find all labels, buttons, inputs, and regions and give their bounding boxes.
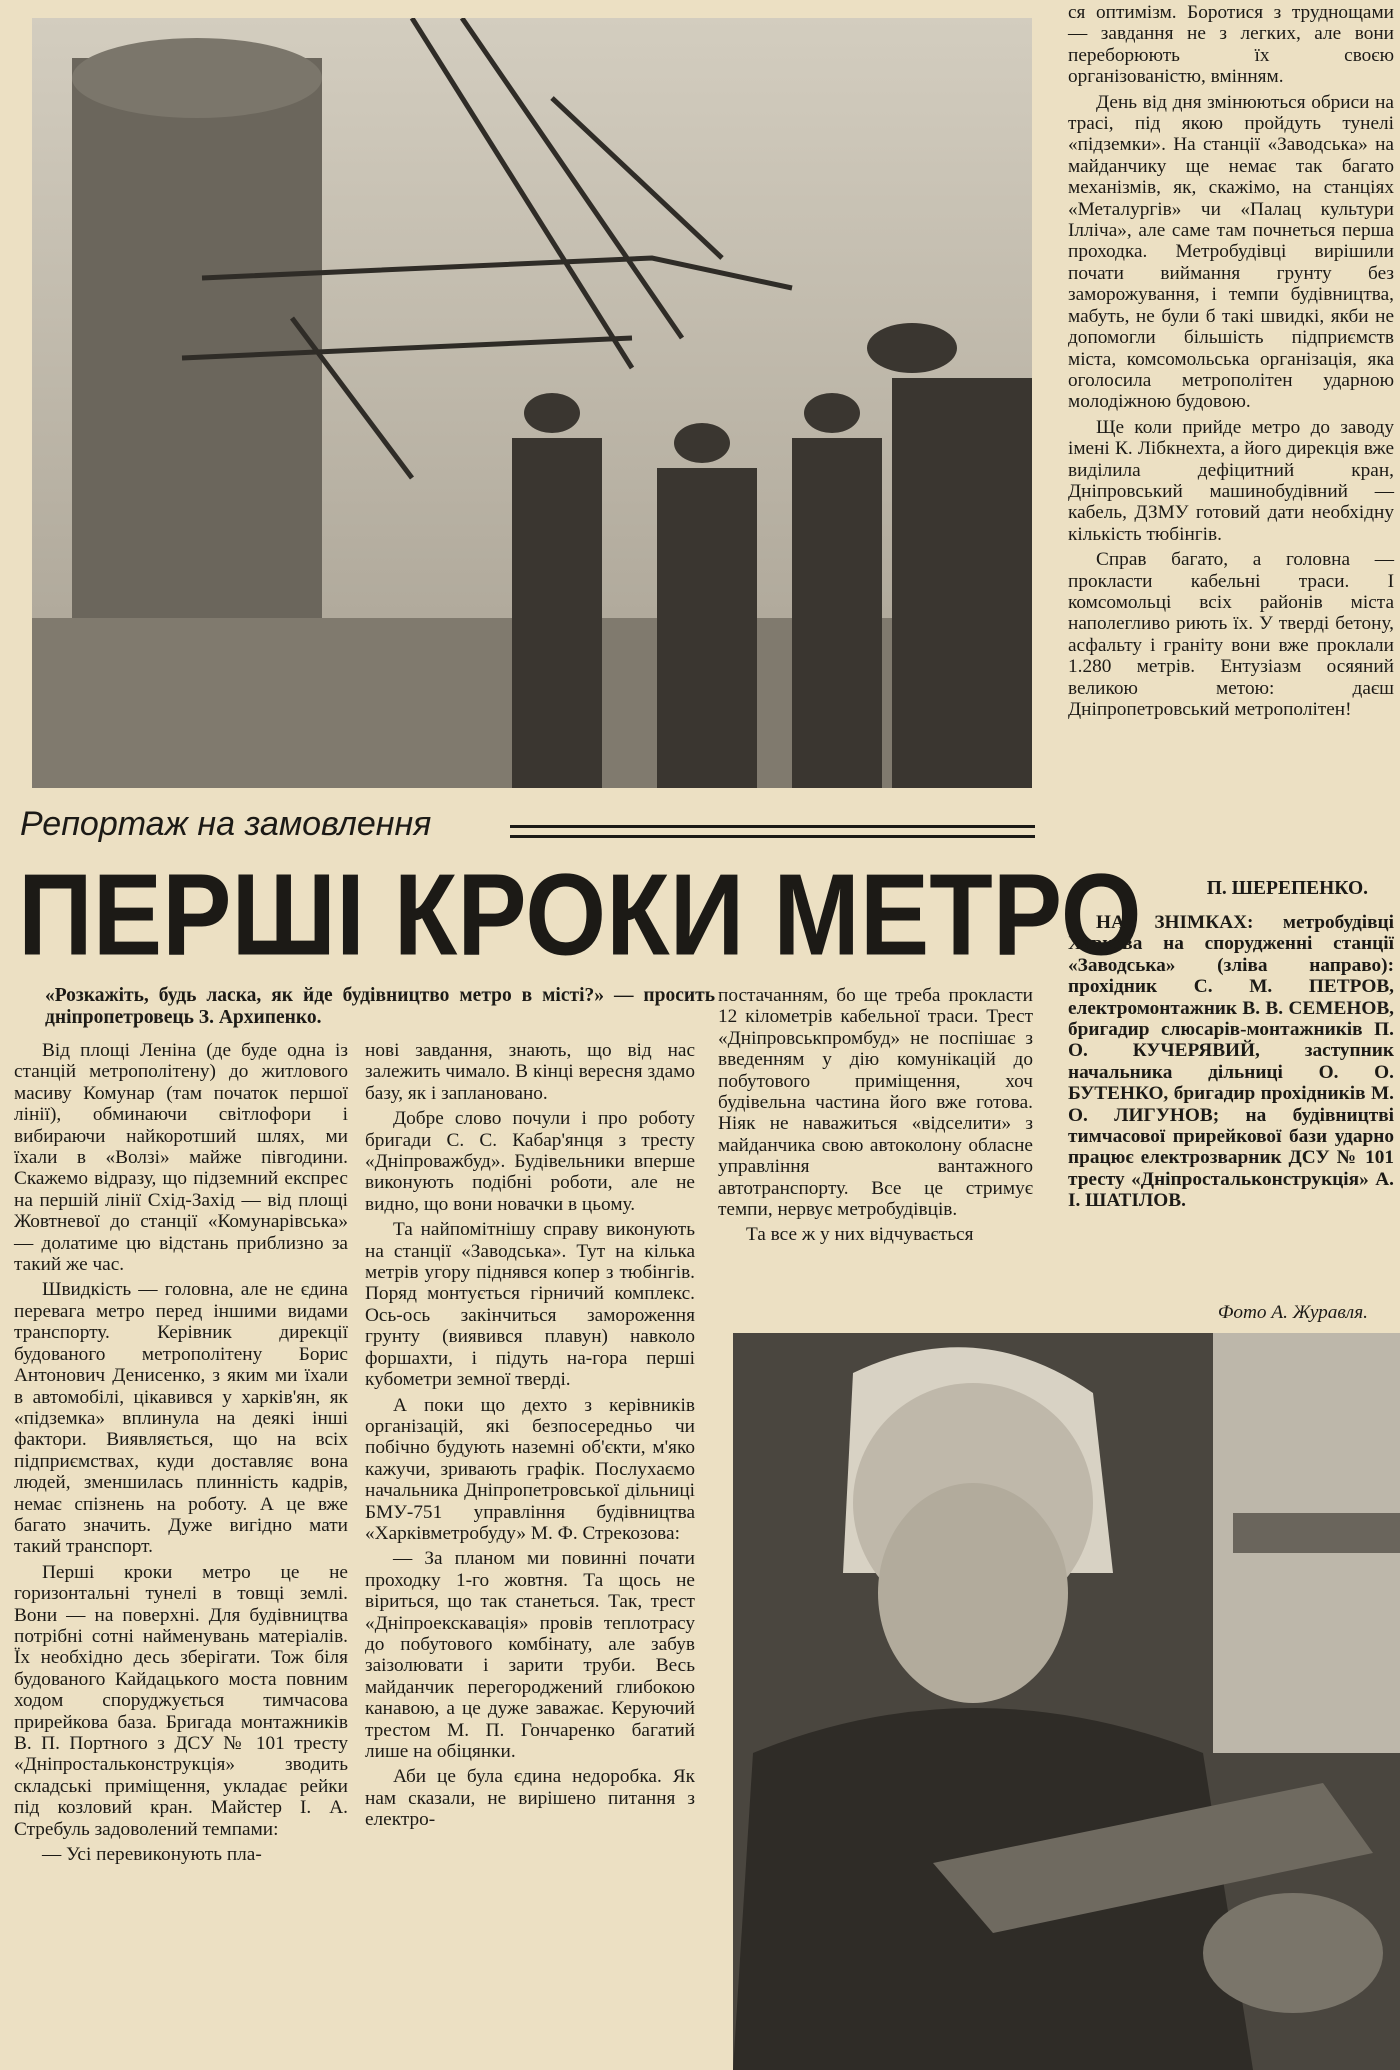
article-column-2 bbox=[365, 1040, 695, 1835]
lead-question: «Розкажіть, будь ласка, як йде будівництво метро в місті?» — просить дніпропетровець З. Архипенко. bbox=[45, 985, 715, 1028]
column-4-paragraph: Ще коли прийде метро до заводу імені К. Лібкнехта, а його дирекція вже виділила дефіцитний кран, Дніпровський машинобудівний — кабель, ДЗМУ готовий дати необхідну кількість тюбінгів. bbox=[1068, 416, 1394, 545]
photo-construction-site bbox=[32, 18, 1032, 788]
photo-construction-site-image bbox=[32, 18, 1032, 788]
article-column-3 bbox=[718, 985, 1033, 1250]
column-2-paragraph: Та найпомітнішу справу виконують на станції «Заводська». Тут на кілька метрів угору піднявся копер з тюбінгів. Поряд монтується гірничий комплекс. Ось-ось закінчиться замороження грунту (виявився плавун) навколо форшахти, і підуть на-гора перші кубометри земної тверді. bbox=[365, 1219, 695, 1391]
column-2-paragraph: Аби це була єдина недоробка. Як нам сказали, не вирішено питання з електро- bbox=[365, 1766, 695, 1831]
photo-caption: НА ЗНІМКАХ: метробудівці Харкова на спорудженні станції «Заводська» (зліва направо): прохідник С. М. ПЕТРОВ, електромонтажник В. В. СЕМЕНОВ, бригадир слюсарів-монтажників П. О. КУЧЕРЯВИЙ, заступник начальника дільниці О. О. БУТЕНКО, бригадир прохідників М. О. ЛИГУНОВ; на будівництві тимчасової прирейкової бази ударно працює електрозварник ДСУ № 101 тресту «Дніпростальконструкція» А. І. ШАТІЛОВ. bbox=[1068, 912, 1394, 1212]
column-4-paragraph: Справ багато, а головна — прокласти кабельні траси. І комсомольці всіх районів міста наполегливо риють їх. У тверді бетону, асфальту і граніту вони вже проклали 1.280 метрів. Ентузіазм осяяний великою метою: даєш Дніпропетровський метрополітен! bbox=[1068, 549, 1394, 720]
column-2-paragraph: Добре слово почули і про роботу бригади С. С. Кабар'янця з тресту «Дніпроважбуд». Будівельники вперше виконують подібні роботи, але не видно, що вони новачки в цьому. bbox=[365, 1108, 695, 1215]
column-1-paragraph: — Усі перевиконують пла- bbox=[42, 1844, 262, 1866]
photo-credit: Фото А. Журавля. bbox=[1217, 1302, 1368, 1323]
column-1-paragraph: Від площі Леніна (де буде одна із станцій метрополітену) до житлового масиву Комунар (там початок першої лінії), обминаючи світлофори і вибираючи найкоротший шлях, ми їхали в «Волзі» майже півгодини. Скажемо відразу, що підземний експрес на першій лінії Схід-Захід — від площі Жовтневої до станції «Комунарівська» — долатиме цю відстань приблизно за такий же час. bbox=[14, 1040, 348, 1276]
article-column-1 bbox=[14, 1040, 348, 1869]
column-1-paragraph: Швидкість — головна, але не єдина перевага метро перед іншими видами транспорту. Керівник дирекції будованого метрополітену Борис Антонович Денисенко, з яким ми їхали в автомобілі, цікавився у харків'ян, як «підземка» вплинула на деякі інші фактори. Виявляється, що на всіх підприємствах, куди доставляє вона людей, зменшилась плинність кадрів, немає спізнень на роботу. А це вже багато значить. Дуже вигідно мати такий транспорт. bbox=[14, 1279, 348, 1558]
column-1-paragraph: Перші кроки метро це не горизонтальні тунелі в товщі землі. Вони — на поверхні. Для будівництва потрібні сотні найменувань матеріалів. Їх необхідно десь зберігати. Тож біля будованого Кайдацького моста повним ходом споруджується тимчасова прирейкова база. Бригада монтажників В. П. Портного з ДСУ № 101 тресту «Дніпростальконструкція» зводить складські приміщення, укладає рейки під козловий кран. Майстер І. А. Стребуль задоволений темпами: bbox=[14, 1561, 348, 1840]
column-2-paragraph: — За планом ми повинні почати проходку 1-го жовтня. Та щось не віриться, що так станеться. Так, трест «Дніпроекскавація» провів теплотрасу до побутового комбінату, але забув заізолювати і зарити труби. Весь майданчик перегороджений глибокою канавою, а це дуже заважає. Керуючий трестом М. П. Гончаренко багатий лише на обіцянки. bbox=[365, 1548, 695, 1762]
column-4-paragraph: День від дня змінюються обриси на трасі, під якою пройдуть тунелі «підземки». На станції «Заводська» на майданчику ще немає так багато механізмів, як, скажімо, на станціях «Металургів» чи «Палац культури Ілліча», але саме там почнеться перша проходка. Метробудівці вирішили почати виймання грунту без заморожування, і темпи будівництва, мабуть, не були б такі швидкі, якби не допомогли більшість підприємств міста, комсомольська організація, яка оголосила метрополітен ударною молодіжною будовою. bbox=[1068, 91, 1394, 413]
column-3-paragraph: Та все ж у них відчувається bbox=[746, 1224, 974, 1246]
rubric-rule-1 bbox=[510, 825, 1035, 828]
rubric-rule-2 bbox=[510, 835, 1035, 838]
author-byline: П. ШЕРЕПЕНКО. bbox=[1206, 878, 1368, 899]
article-column-4 bbox=[1068, 2, 1394, 724]
column-2-paragraph: нові завдання, знають, що від нас залежить чимало. В кінці вересня здамо базу, як і заплановано. bbox=[365, 1040, 695, 1104]
section-rubric: Репортаж на замовлення bbox=[20, 805, 432, 843]
column-3-paragraph: постачанням, бо ще треба прокласти 12 кілометрів кабельної траси. Трест «Дніпровськпромбуд» не поспішає з введенням у дію комунікацій до побутового приміщення, хоч будівельна частина його вже готова. Ніяк не наважиться «відселити» з майданчика свою автоколону обласне управління вантажного автотранспорту. Все це стримує темпи, нервує метробудівців. bbox=[718, 985, 1033, 1221]
column-2-paragraph: А поки що дехто з керівників організацій, які безпосередньо чи побічно будують наземні об'єкти, м'яко кажучи, зривають графік. Послухаємо начальника Дніпропетровської дільниці БМУ-751 управління будівництва «Харківметробуду» М. Ф. Стрекозова: bbox=[365, 1394, 695, 1544]
headline: ПЕРШІ КРОКИ МЕТРО bbox=[18, 850, 1142, 981]
photo-welder bbox=[733, 1333, 1400, 2070]
column-4-paragraph: ся оптимізм. Боротися з труднощами — завдання не з легких, але вони переборюють їх своєю організованістю, вмінням. bbox=[1068, 2, 1394, 88]
photo-welder-image bbox=[733, 1333, 1400, 2070]
